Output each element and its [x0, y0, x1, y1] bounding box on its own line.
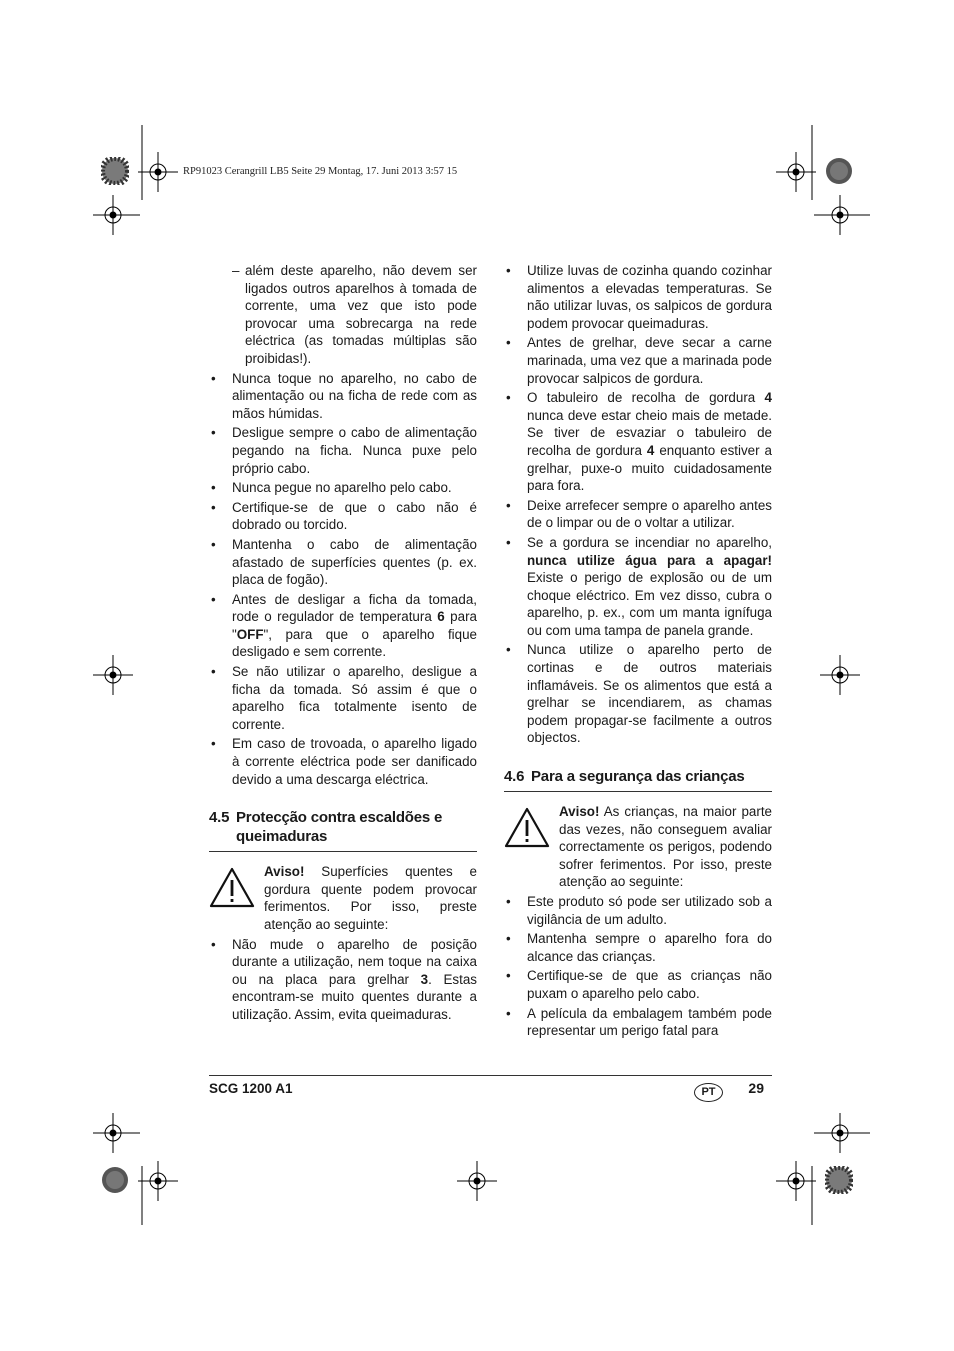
bullet-marker: • [506, 390, 511, 406]
section-number: 4.5 [209, 809, 230, 827]
bullet-marker: • [506, 1005, 511, 1021]
page-footer [209, 1075, 772, 1098]
bullet-marker: • [211, 536, 216, 552]
list-item-text: Em caso de trovoada, o aparelho ligado à corrente eléctrica pode ser danificado devido a uma descarga eléctrica. [232, 736, 477, 787]
warning-text: Aviso! Superfícies quentes e gordura quente podem provocar ferimentos. Por isso, preste atenção ao seguinte: [264, 864, 477, 932]
list-item [504, 534, 772, 640]
list-item [209, 262, 477, 368]
dash-marker: – [232, 263, 240, 278]
bullet-marker: • [211, 736, 216, 752]
list-item [209, 536, 477, 589]
section-title: Protecção contra escaldões e queimaduras [236, 809, 443, 846]
registration-target-bc [457, 1161, 497, 1201]
list-item-text: Mantenha sempre o aparelho fora do alcance das crianças. [527, 931, 772, 964]
color-wheel-tl [101, 157, 129, 185]
list-item-text: Nunca utilize o aparelho perto de cortinas e de outros materiais inflamáveis. Se os alimentos que está a grelhar se incendiarem, as chamas podem propagar-se facilmente a outros objectos. [527, 642, 772, 746]
bullet-marker: • [506, 931, 511, 947]
registration-target-l2 [93, 1113, 133, 1153]
list-item [209, 479, 477, 497]
color-wheel-bl [101, 1166, 129, 1194]
bullet-marker: • [211, 591, 216, 607]
list-item [504, 967, 772, 1002]
list-item-text: Se a gordura se incendiar no aparelho, nunca utilize água para a apagar! Existe o perigo de explosão ou de um choque eléctrico. Em vez disso, cubra o aparelho, p. ex., com um manta ignífuga ou com uma tampa de panela grande. [527, 534, 772, 638]
bullet-marker: • [506, 894, 511, 909]
list-item [504, 1005, 772, 1040]
list-item-text: Certifique-se de que as crianças não puxam o aparelho pelo cabo. [527, 968, 772, 1001]
list-item [209, 424, 477, 477]
off-label: OFF [236, 626, 264, 642]
list-item-text: além deste aparelho, não devem ser ligados outros aparelhos à tomada de corrente, uma vez que isto pode provocar uma sobrecarga na rede eléctrica (as tomadas múltiplas são proibidas!). [245, 263, 477, 366]
warning-label: Aviso! [264, 864, 305, 880]
bullet-marker: • [211, 370, 216, 386]
left-column [209, 262, 477, 1026]
bullet-marker: • [211, 480, 216, 496]
bullet-marker: • [506, 968, 511, 984]
list-item-text: Antes de desligar a ficha da tomada, rode o regulador de temperatura 6 para "OFF", para que o aparelho fique desligado e sem corrente. [232, 591, 477, 660]
model-number: SCG 1200 A1 [209, 1081, 293, 1096]
bullet-marker: • [506, 335, 511, 351]
color-wheel-tr [825, 157, 853, 185]
bullet-marker: • [211, 936, 216, 952]
bullet-marker: • [211, 664, 216, 680]
bullet-marker: • [506, 263, 511, 278]
warning-triangle-icon [504, 803, 559, 891]
right-column [504, 262, 772, 1042]
list-item [209, 370, 477, 423]
registration-target-mr [820, 655, 860, 695]
ref-number: 3 [420, 971, 429, 987]
print-slug: RP91023 Cerangrill LB5 Seite 29 Montag, 17. Juni 2013 3:57 15 [183, 166, 458, 177]
list-item [504, 641, 772, 747]
emphasis-text: nunca utilize água para a apagar! [527, 552, 772, 568]
bullet-marker: • [506, 497, 511, 513]
list-item-text: Certifique-se de que o cabo não é dobrado ou torcido. [232, 499, 477, 533]
warning-label: Aviso! [559, 804, 600, 820]
ref-number: 6 [437, 609, 445, 625]
list-item [504, 893, 772, 928]
list-item-text: Nunca toque no aparelho, no cabo de alimentação ou na ficha de rede com as mãos húmidas. [232, 370, 477, 421]
list-item-text: Antes de grelhar, deve secar a carne marinada, uma vez que a marinada pode provocar salpicos de gordura. [527, 335, 772, 386]
color-wheel-br [825, 1166, 853, 1194]
list-item [209, 663, 477, 733]
section-title: Para a segurança das crianças [531, 768, 745, 786]
language-badge: PT [694, 1083, 723, 1102]
registration-target-l1 [93, 195, 133, 235]
warning-block [209, 863, 477, 933]
list-item [209, 735, 477, 788]
list-item [209, 591, 477, 661]
registration-target-tl [138, 152, 178, 192]
list-item-text: Não mude o aparelho de posição durante a utilização, nem toque na caixa ou na placa para grelhar 3. Estas encontram-se muito quentes durante a utilização. Assim, evita queimaduras. [232, 936, 477, 1022]
registration-target-r1 [820, 195, 860, 235]
page-number: 29 [748, 1080, 764, 1096]
registration-target-ml [93, 655, 133, 695]
registration-target-tr [776, 152, 816, 192]
registration-target-bl [138, 1161, 178, 1201]
section-heading-4-6 [504, 767, 772, 792]
list-item [504, 262, 772, 332]
list-item [209, 936, 477, 1024]
ref-number: 4 [646, 442, 655, 458]
list-item [504, 497, 772, 532]
list-item [504, 930, 772, 965]
list-item-text: Este produto só pode ser utilizado sob a vigilância de um adulto. [527, 894, 772, 927]
list-item-text: Mantenha o cabo de alimentação afastado de superfícies quentes (p. ex. placa de fogão). [232, 536, 477, 588]
list-item [504, 334, 772, 387]
ref-number: 4 [764, 390, 772, 406]
bullet-marker: • [506, 642, 511, 658]
bullet-marker: • [506, 534, 511, 550]
list-item-text: A película da embalagem também pode representar um perigo fatal para [527, 1005, 772, 1039]
list-item-text: Nunca pegue no aparelho pelo cabo. [232, 480, 452, 496]
list-item [209, 499, 477, 534]
list-item-text: Desligue sempre o cabo de alimentação pegando na ficha. Nunca puxe pelo próprio cabo. [232, 425, 477, 476]
registration-target-br [776, 1161, 816, 1201]
warning-block [504, 803, 772, 891]
list-item-text: O tabuleiro de recolha de gordura 4 nunca deve estar cheio mais de metade. Se tiver de esvaziar o tabuleiro de recolha de gordura 4 enquanto estiver a grelhar, puxe-o muito cuidadosamente para fora. [527, 390, 772, 494]
registration-target-r2 [820, 1113, 860, 1153]
section-heading-4-5 [209, 808, 477, 852]
list-item-text: Utilize luvas de cozinha quando cozinhar alimentos a elevadas temperaturas. Se não utilizar luvas, os salpicos de gordura podem provocar queimaduras. [527, 263, 772, 331]
list-item-text: Deixe arrefecer sempre o aparelho antes de o limpar ou de o voltar a utilizar. [527, 497, 772, 531]
warning-text: Aviso! As crianças, na maior parte das vezes, não conseguem avaliar correctamente os perigos, podendo sofrer ferimentos. Por isso, preste atenção ao seguinte: [559, 804, 772, 890]
list-item [504, 389, 772, 495]
section-number: 4.6 [504, 768, 525, 786]
warning-triangle-icon [209, 863, 264, 933]
bullet-marker: • [211, 425, 216, 441]
bullet-marker: • [211, 499, 216, 515]
list-item-text: Se não utilizar o aparelho, desligue a ficha da tomada. Só assim é que o aparelho fica totalmente isento de corrente. [232, 664, 477, 732]
